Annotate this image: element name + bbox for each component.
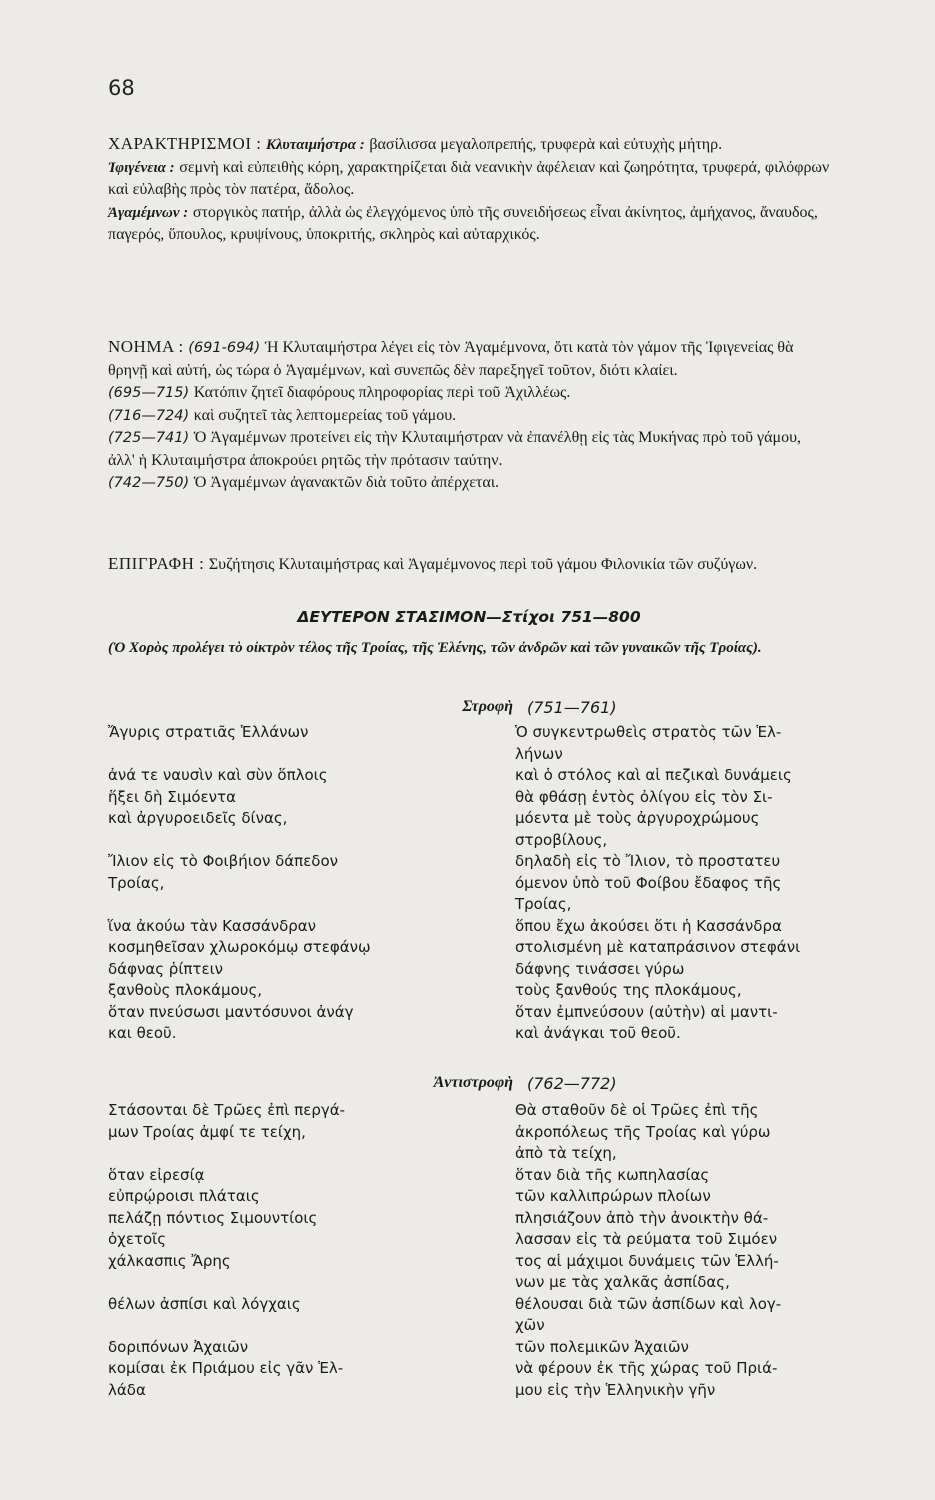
noima-text: Ὁ Ἀγαμέμνων ἀγανακτῶν διὰ τοῦτο ἀπέρχεται. — [193, 474, 500, 491]
translation-line: Τροίας, — [515, 895, 572, 913]
noima-entry — [108, 427, 830, 472]
noima-text: Κατόπιν ζητεῖ διαφόρους πληροφορίας περὶ τοῦ Ἀχιλλέως. — [193, 384, 571, 401]
translation-line: Θὰ σταθοῦν δὲ οἱ Τρῶες ἐπὶ τῆς — [515, 1101, 759, 1119]
noima-text: καὶ συζητεῖ τὰς λεπτομερείας τοῦ γάμου. — [193, 406, 457, 424]
strophe-label: Στροφὴ — [462, 698, 513, 715]
noima-entry — [108, 382, 830, 405]
characters-label: ΧΑΡΑΚΤΗΡΙΣΜΟΙ : — [108, 134, 262, 153]
translation-line: πλησιάζουν ἀπὸ τὴν ἀνοικτὴν θά- — [515, 1208, 769, 1227]
translation-line: τος αἱ μάχιμοι δυνάμεις τῶν Ἑλλή- — [515, 1251, 779, 1270]
character-name: Ἀγαμέμνων : — [108, 204, 189, 221]
verse-line: ἥξει δὴ Σιμόεντα — [108, 787, 236, 806]
verse-line: Ἴλιον εἰς τὸ Φοιβήιον δάπεδον — [108, 852, 339, 870]
character-name: Κλυταιμήστρα : — [266, 137, 365, 153]
noima-text: Ἡ Κλυταιμήστρα λέγει εἰς τὸν Ἀγαμέμνονα, ὅτι κατὰ τὸν γάμον τῆς Ἰφιγενείας θὰ θρηνῇ καὶ αὐτή, ὡς τώρα ὁ Ἀγαμέμνων, καὶ συνεπῶς δὲν παρεξηγεῖ τοῦτον, διότι κλαίει. — [108, 339, 794, 379]
verse-range: (695—715) — [108, 385, 190, 401]
verse-range: (742—750) — [108, 475, 190, 491]
translation-line: ὅταν διὰ τῆς κωπηλασίας — [515, 1165, 710, 1184]
translation-line: στροβίλους, — [515, 830, 608, 849]
noima-entry — [108, 472, 830, 495]
translation-line: δηλαδὴ εἰς τὸ Ἴλιον, τὸ προστατευ — [515, 852, 781, 870]
translation-line: ἀκροπόλεως τῆς Τροίας καὶ γύρω — [515, 1122, 771, 1141]
verse-line — [108, 1272, 488, 1294]
verse-line: ἀνά τε ναυσὶν καὶ σὺν ὅπλοις — [108, 766, 328, 784]
strophe-range: (751—761) — [527, 698, 617, 717]
antistrophe-label: Ἀντιστροφὴ — [433, 1074, 513, 1091]
character-description: στοργικὸς πατήρ, ἀλλὰ ὡς ἐλεγχόμενος ὑπὸ τῆς συνειδήσεως εἶναι ἀκίνητος, ἀμήχανος, ἄναυδος, παγερός, ὕπουλος, κρυψίνους, ὑποκριτής, σκληρὸς καὶ αὐταρχικός. — [108, 203, 818, 243]
translation-line: θέλουσαι διὰ τῶν ἀσπίδων καὶ λογ- — [515, 1294, 782, 1313]
noima-label: ΝΟΗΜΑ : — [108, 337, 184, 356]
translation-line: τῶν πολεμικῶν Ἀχαιῶν — [515, 1337, 689, 1356]
stasimon-title: ΔΕΥΤΕΡΟΝ ΣΤΑΣΙΜΟΝ—Στίχοι 751—800 — [297, 608, 641, 626]
character-line-2 — [108, 157, 830, 202]
antistrophe-range: (762—772) — [527, 1074, 617, 1093]
page-number: 68 — [108, 76, 135, 100]
translation-line: ὅταν ἐμπνεύσουν (αὐτὴν) αἱ μαντι- — [515, 1002, 778, 1021]
verse-line — [108, 894, 488, 916]
translation-line: μου εἰς τὴν Ἑλληνικὴν γῆν — [515, 1380, 716, 1399]
antistrophe-original-column — [108, 1100, 488, 1401]
verse-line: Τροίας, — [108, 873, 165, 892]
translation-line: δάφνης τινάσσει γύρω — [515, 959, 685, 978]
verse-line: Ἄγυρις στρατιᾶς Ἑλλάνων — [108, 723, 309, 741]
noima-entry — [108, 336, 830, 382]
verse-line: και θεοῦ. — [108, 1024, 177, 1042]
character-line-1 — [108, 133, 830, 157]
verse-line: ἵνα ἀκούω τὰν Κασσάνδραν — [108, 916, 317, 935]
verse-range: (691-694) — [188, 340, 261, 356]
translation-line: στολισμένη μὲ καταπράσινον στεφάνι — [515, 938, 801, 956]
noima-text: Ὁ Ἀγαμέμνων προτείνει εἰς τὴν Κλυταιμήστραν νὰ ἐπανέλθῃ εἰς τὰς Μυκήνας πρὸ τοῦ γάμου, ἀλλ' ἡ Κλυταιμήστρα ἀποκρούει ρητῶς τὴν πρότασιν ταύτην. — [108, 429, 801, 469]
verse-line: θέλων ἀσπίσι καὶ λόγχαις — [108, 1294, 301, 1313]
epigrafi-section — [108, 553, 830, 577]
chorus-note: (Ὁ Χορὸς προλέγει τὸ οἰκτρὸν τέλος τῆς Τροίας, τῆς Ἑλένης, τῶν ἀνδρῶν καὶ τῶν γυναικῶν τῆς Τροίας). — [108, 640, 762, 656]
character-description: σεμνὴ καὶ εὐπειθὴς κόρη, χαρακτηρίζεται διὰ νεανικὴν ἀφέλειαν καὶ ζωηρότητα, τρυφερά, φιλόφρων καὶ εὐλαβὴς πρὸς τὸν πατέρα, ἄδολος. — [108, 158, 830, 198]
verse-line: δοριπόνων Ἀχαιῶν — [108, 1337, 249, 1356]
verse-line: πελάζῃ πόντιος Σιμουντίοις — [108, 1208, 318, 1227]
verse-line: λάδα — [108, 1380, 146, 1399]
translation-line: καὶ ὁ στόλος καὶ αἱ πεζικαὶ δυνάμεις — [515, 766, 792, 784]
character-name: Ἰφιγένεια : — [108, 159, 175, 176]
translation-line: Ὁ συγκεντρωθεὶς στρατὸς τῶν Ἑλ- — [515, 723, 782, 741]
translation-line: ὅπου ἔχω ἀκούσει ὅτι ἡ Κασσάνδρα — [515, 916, 782, 935]
translation-line: καὶ ἀνάγκαι τοῦ θεοῦ. — [515, 1024, 681, 1042]
translation-line: θὰ φθάσῃ ἐντὸς ὀλίγου εἰς τὸν Σι- — [515, 787, 773, 806]
verse-range: (716—724) — [108, 407, 190, 424]
noima-entry — [108, 405, 830, 428]
translation-line: λασσαν εἰς τὰ ρεύματα τοῦ Σιμόεν — [515, 1230, 778, 1248]
verse-line: Στάσονται δὲ Τρῶες ἐπὶ περγά- — [108, 1101, 346, 1119]
verse-range: (725—741) — [108, 430, 190, 446]
verse-line — [108, 744, 488, 766]
translation-line: χῶν — [515, 1316, 545, 1334]
verse-line — [108, 830, 488, 852]
verse-line: μων Τροίας ἀμφί τε τείχη, — [108, 1122, 306, 1141]
translation-line: ἀπὸ τὰ τείχη, — [515, 1144, 617, 1162]
epigrafi-text: Συζήτησις Κλυταιμήστρας καὶ Ἀγαμέμνονος περὶ τοῦ γάμου Φιλονικία τῶν συζύγων. — [208, 556, 758, 573]
translation-line: λήνων — [515, 744, 563, 763]
translation-line: μόεντα μὲ τοὺς ἀργυροχρώμους — [515, 809, 760, 827]
verse-line: δάφνας ῥίπτειν — [108, 959, 224, 978]
translation-line: όμενον ὑπὸ τοῦ Φοίβου ἔδαφος τῆς — [515, 873, 782, 892]
verse-line — [108, 1315, 488, 1337]
verse-line: χάλκασπις Ἄρης — [108, 1251, 231, 1270]
verse-line — [108, 1143, 488, 1165]
verse-line: κομίσαι ἐκ Πριάμου εἰς γᾶν Ἑλ- — [108, 1359, 344, 1377]
verse-line: καὶ ἀργυροειδεῖς δίνας, — [108, 809, 288, 827]
verse-line: ὅταν εἰρεσίᾳ — [108, 1165, 205, 1184]
noima-section — [108, 336, 830, 495]
character-description: βασίλισσα μεγαλοπρεπής, τρυφερὰ καὶ εὐτυχὴς μήτηρ. — [369, 136, 723, 153]
verse-line: ξανθοὺς πλοκάμους, — [108, 981, 263, 999]
verse-line: κοσμηθεῖσαν χλωροκόμῳ στεφάνῳ — [108, 938, 371, 956]
translation-line: νὰ φέρουν ἐκ τῆς χώρας τοῦ Πριά- — [515, 1359, 778, 1377]
translation-line: τῶν καλλιπρώρων πλοίων — [515, 1187, 711, 1205]
antistrophe-translation-column — [515, 1100, 837, 1401]
translation-line: τοὺς ξανθούς της πλοκάμους, — [515, 981, 742, 999]
strophe-original-column — [108, 722, 488, 1045]
verse-line: ὀχετοῖς — [108, 1230, 167, 1248]
epigrafi-label: ΕΠΙΓΡΑΦΗ : — [108, 554, 205, 573]
strophe-translation-column — [515, 722, 837, 1045]
characters-section — [108, 133, 830, 247]
verse-line: ὅταν πνεύσωσι μαντόσυνοι ἀνάγ — [108, 1002, 354, 1021]
character-line-3 — [108, 202, 830, 247]
translation-line: νων με τὰς χαλκᾶς ἀσπίδας, — [515, 1273, 730, 1291]
verse-line: εὐπρῴροισι πλάταις — [108, 1187, 260, 1205]
